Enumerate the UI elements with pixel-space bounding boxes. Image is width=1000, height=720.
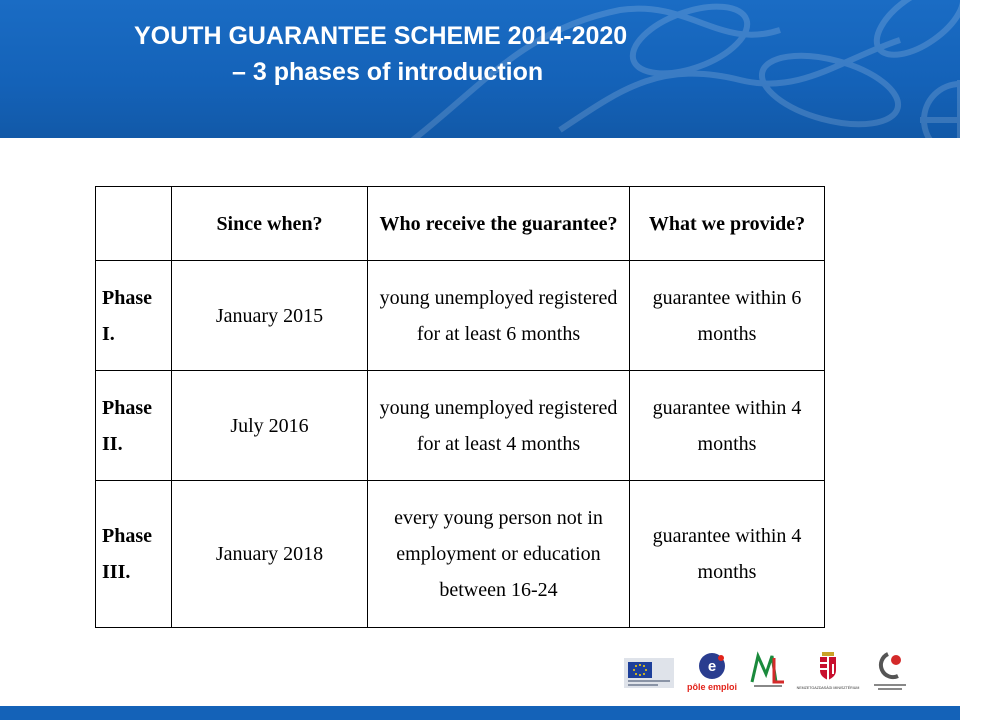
phase-cell: Phase III. xyxy=(96,481,172,628)
column-header-what: What we provide? xyxy=(630,187,825,261)
since-cell: January 2015 xyxy=(172,261,368,371)
table-header-row xyxy=(96,187,825,261)
column-header-empty xyxy=(96,187,172,261)
ml-logo xyxy=(750,652,786,690)
table-row xyxy=(96,371,825,481)
header-banner xyxy=(0,0,960,138)
column-header-who: Who receive the guarantee? xyxy=(368,187,630,261)
title-line-2: – 3 phases of introduction xyxy=(232,58,544,86)
who-cell: young unemployed registered for at least 6 months xyxy=(368,261,630,371)
table-row xyxy=(96,481,825,628)
ministry-text: NEMZETGAZDASÁGI MINISZTÉRIUM xyxy=(796,686,860,690)
what-cell: guarantee within 4 months xyxy=(630,371,825,481)
phase-cell: Phase II. xyxy=(96,371,172,481)
column-header-since: Since when? xyxy=(172,187,368,261)
pole-emploi-text: pôle emploi xyxy=(686,682,738,692)
who-cell: every young person not in employment or education between 16-24 xyxy=(368,481,630,628)
table-row xyxy=(96,261,825,371)
footer-bar xyxy=(0,706,960,720)
what-cell: guarantee within 6 months xyxy=(630,261,825,371)
who-cell: young unemployed registered for at least 4 months xyxy=(368,371,630,481)
pole-emploi-logo xyxy=(686,650,738,694)
what-cell: guarantee within 4 months xyxy=(630,481,825,628)
eu-flag-logo xyxy=(624,658,674,688)
svg-text:e: e xyxy=(707,658,717,675)
since-cell: July 2016 xyxy=(172,371,368,481)
phase-cell: Phase I. xyxy=(96,261,172,371)
since-cell: January 2018 xyxy=(172,481,368,628)
hungarian-chamber-logo xyxy=(868,650,912,694)
phases-table xyxy=(95,186,825,628)
title-line-1: YOUTH GUARANTEE SCHEME 2014-2020 xyxy=(134,22,628,50)
hungarian-ministry-crest-logo xyxy=(796,650,860,694)
partner-logos xyxy=(624,650,924,696)
